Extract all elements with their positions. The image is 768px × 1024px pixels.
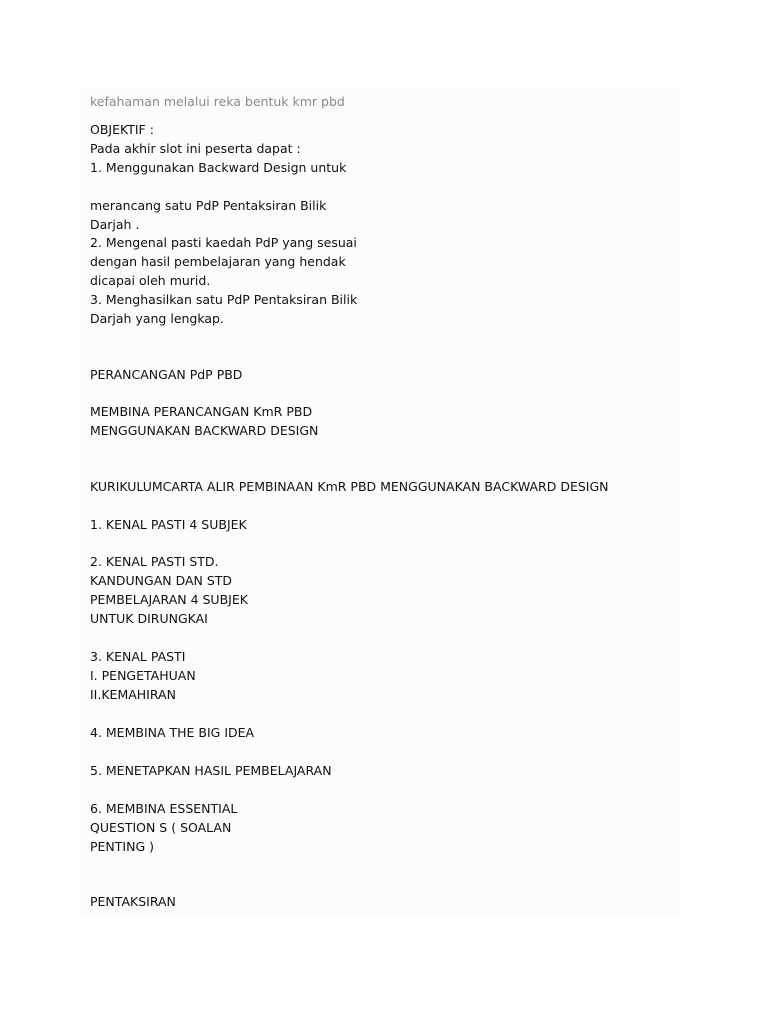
text-line: 6. MEMBINA ESSENTIAL — [90, 801, 238, 816]
section-heading: PERANCANGAN PdP PBD — [90, 367, 243, 382]
text-line: 3. KENAL PASTI — [90, 649, 186, 664]
text-line: 3. Menghasilkan satu PdP Pentaksiran Bilik — [90, 292, 358, 307]
text-line: 2. Mengenal pasti kaedah PdP yang sesuai — [90, 235, 357, 250]
text-line: QUESTION S ( SOALAN — [90, 820, 232, 835]
text-line: Darjah . — [90, 217, 140, 232]
text-line: 2. KENAL PASTI STD. — [90, 554, 219, 569]
text-line: 1. KENAL PASTI 4 SUBJEK — [90, 517, 247, 532]
text-line: 4. MEMBINA THE BIG IDEA — [90, 725, 255, 740]
text-line: PENTING ) — [90, 839, 154, 854]
text-line: dengan hasil pembelajaran yang hendak — [90, 254, 346, 269]
text-line: KANDUNGAN DAN STD — [90, 573, 233, 588]
text-line: 5. MENETAPKAN HASIL PEMBELAJARAN — [90, 763, 332, 778]
text-line: I. PENGETAHUAN — [90, 668, 196, 683]
text-line: merancang satu PdP Pentaksiran Bilik — [90, 198, 327, 213]
text-line: II.KEMAHIRAN — [90, 687, 176, 702]
text-line: OBJEKTIF : — [90, 122, 154, 137]
text-line: UNTUK DIRUNGKAI — [90, 611, 208, 626]
text-line: MENGGUNAKAN BACKWARD DESIGN — [90, 423, 319, 438]
text-line: dicapai oleh murid. — [90, 273, 211, 288]
text-line: 1. Menggunakan Backward Design untuk — [90, 160, 347, 175]
text-line: Pada akhir slot ini peserta dapat : — [90, 141, 301, 156]
document-title: kefahaman melalui reka bentuk kmr pbd — [90, 94, 345, 109]
text-line: PEMBELAJARAN 4 SUBJEK — [90, 592, 248, 607]
text-line: MEMBINA PERANCANGAN KmR PBD — [90, 404, 313, 419]
text-line: Darjah yang lengkap. — [90, 311, 224, 326]
section-heading: KURIKULUMCARTA ALIR PEMBINAAN KmR PBD MENGGUNAKAN BACKWARD DESIGN — [90, 479, 609, 494]
section-heading: PENTAKSIRAN — [90, 894, 176, 909]
